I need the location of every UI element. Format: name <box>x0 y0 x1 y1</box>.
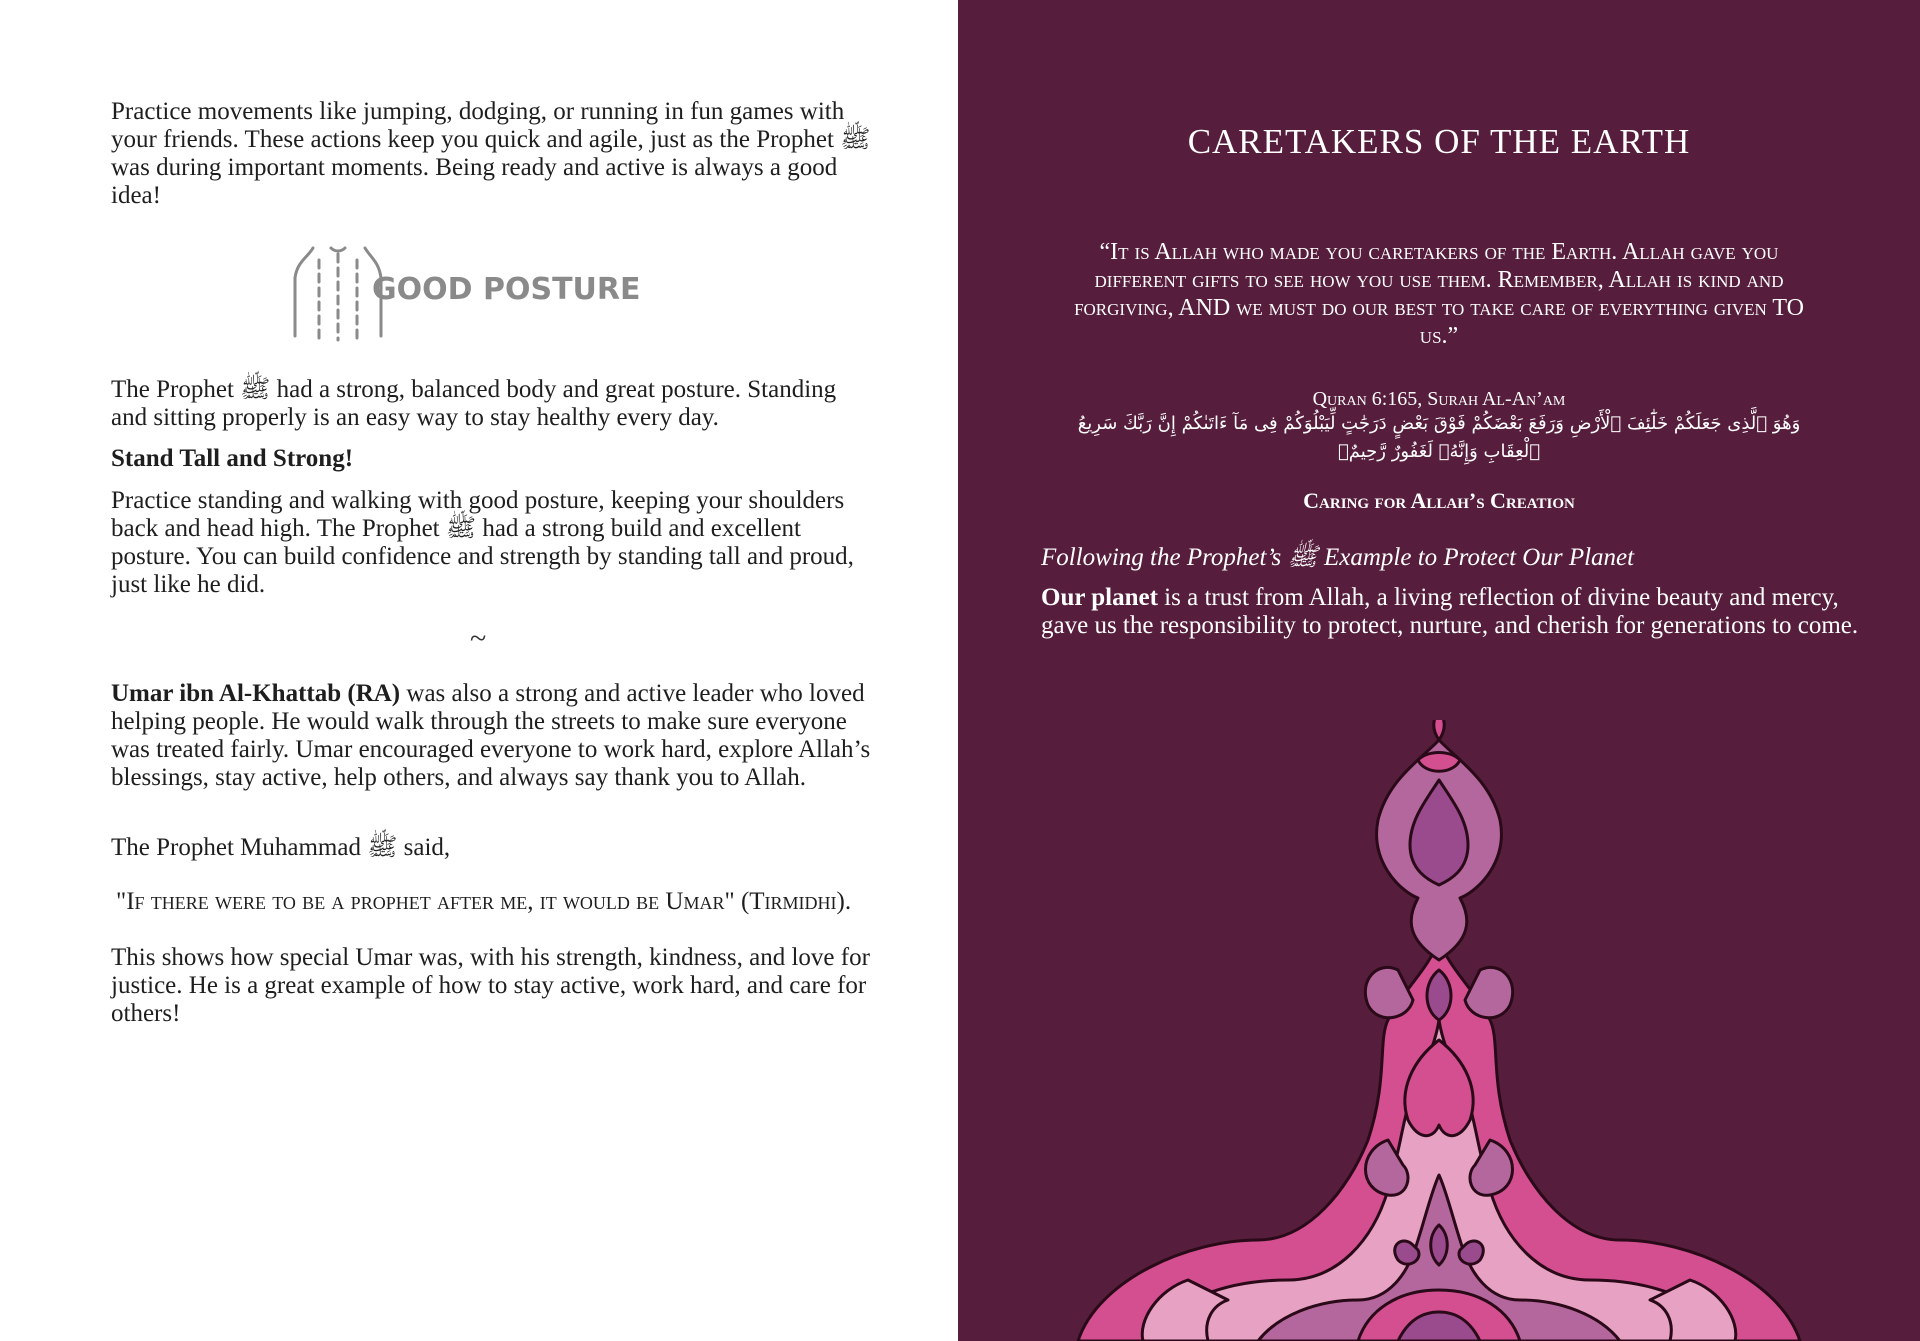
good-posture-label: GOOD POSTURE <box>372 272 641 307</box>
example-line: Following the Prophet’s ﷺ Example to Protect Our Planet <box>1041 544 1635 571</box>
right-page <box>958 0 1920 1341</box>
planet-bold: Our planet <box>1041 584 1158 611</box>
arabic-verse: وَهُوَ ٱلَّذِى جَعَلَكُمْ خَلَٰٓئِفَ ٱلْأَرْضِ وَرَفَعَ بَعْضَكُمْ فَوْقَ بَعْضٍ دَرَجَٰتٍ لِّيَبْلُوَكُمْ فِى مَآ ءَاتَىٰكُمْ إِنَّ رَبَّكَ سَرِيعُ ٱلْعِقَابِ وَإِنَّهُۥ لَغَفُورٌ رَّحِيمٌۢ <box>1077 413 1801 462</box>
umar-description: was also a strong and active leader who loved helping people. He would walk through the streets to make sure everyone was treated fairly. Umar encouraged everyone to work hard, explore Allah’s blessings, stay active, help others, and always say thank you to Allah. <box>111 680 871 791</box>
stand-tall-heading: Stand Tall and Strong! <box>111 445 354 472</box>
quran-quote: “It is Allah who made you caretakers of the Earth. Allah gave you different gifts to see how you use them. Remember, Allah is kind and forgiving, AND we must do our best to take care of everything given TO us.” <box>1074 239 1804 349</box>
section-divider: ~ <box>470 622 487 655</box>
planet-paragraph <box>1041 584 1861 640</box>
left-page <box>0 0 958 1341</box>
planet-description: is a trust from Allah, a living reflection of divine beauty and mercy, gave us the responsibility to protect, nurture, and cherish for generations to come. <box>1041 584 1859 639</box>
caring-subheading: Caring for Allah’s Creation <box>1303 488 1575 513</box>
page-title: CARETAKERS OF THE EARTH <box>1187 122 1691 161</box>
standing-paragraph: Practice standing and walking with good posture, keeping your shoulders back and head high. The Prophet ﷺ had a strong build and excellent posture. You can build confidence and strength by standing tall and proud, just like he did. <box>111 487 854 598</box>
posture-paragraph: The Prophet ﷺ had a strong, balanced body and great posture. Standing and sitting properly is an easy way to stay healthy every day. <box>111 376 837 431</box>
umar-summary-paragraph: This shows how special Umar was, with his strength, kindness, and love for justice. He is a great example of how to stay active, work hard, and care for others! <box>111 944 870 1027</box>
agility-paragraph: Practice movements like jumping, dodging, or running in fun games with your friends. These actions keep you quick and agile, just as the Prophet ﷺ was during important moments. Being ready and active is always a good idea! <box>111 98 871 209</box>
umar-paragraph <box>111 680 871 792</box>
prophet-said-line: The Prophet Muhammad ﷺ said, <box>111 834 451 861</box>
quran-reference: Quran 6:165, Surah Al-An’am <box>1312 388 1566 410</box>
hadith-quote: "If there were to be a prophet after me, it would be Umar" (Tirmidhi). <box>116 888 852 915</box>
arabesque-ornament <box>958 720 1920 1341</box>
umar-name: Umar ibn Al-Khattab (RA) <box>111 680 401 707</box>
